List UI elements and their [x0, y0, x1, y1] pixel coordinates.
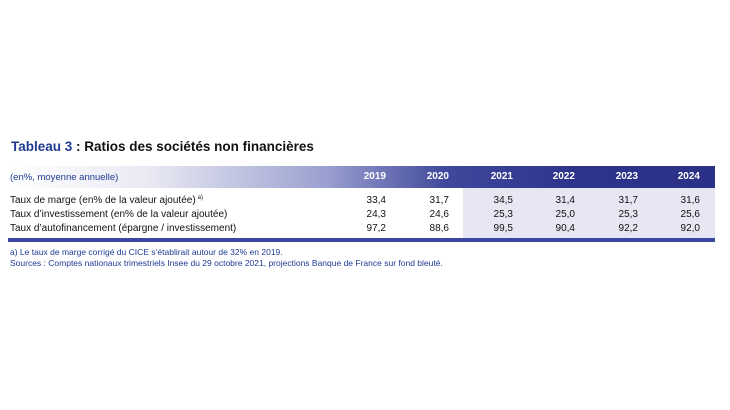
cell-value: 25,3: [493, 209, 513, 220]
cell-value: 24,3: [366, 209, 386, 220]
table-title-text: : Ratios des sociétés non financières: [72, 139, 314, 154]
year-header-2021: 2021: [490, 171, 513, 182]
row-label: Taux d’autofinancement (épargne / investissement): [10, 223, 237, 234]
cell-value: 99,5: [493, 223, 513, 234]
year-header-2023: 2023: [615, 171, 638, 182]
table-bottom-rule: [8, 238, 715, 242]
year-header-2019: 2019: [363, 171, 386, 182]
cell-value: 31,7: [429, 195, 449, 206]
cell-value: 31,7: [618, 195, 638, 206]
cell-value: 34,5: [493, 195, 513, 206]
table-row: [8, 222, 715, 236]
table-row: [8, 194, 715, 208]
table-title-label: Tableau 3: [11, 139, 73, 154]
cell-value: 25,3: [618, 209, 638, 220]
footnote-marker: a): [197, 195, 204, 201]
cell-value: 33,4: [366, 195, 386, 206]
sources-note: Sources : Comptes nationaux trimestriels Insee du 29 octobre 2021, projections Banque de France sur fond bleuté.: [10, 258, 443, 268]
table-title: [11, 139, 314, 154]
cell-value: 92,2: [618, 223, 638, 234]
footnote-a: a) Le taux de marge corrigé du CICE s’établirait autour de 32% en 2019.: [10, 247, 283, 257]
cell-value: 24,6: [429, 209, 449, 220]
cell-value: 25,0: [555, 209, 575, 220]
table-notes: [10, 247, 443, 269]
year-header-2024: 2024: [677, 171, 700, 182]
table-row: [8, 208, 715, 222]
cell-value: 25,6: [680, 209, 700, 220]
cell-value: 88,6: [429, 223, 449, 234]
cell-value: 97,2: [366, 223, 386, 234]
row-label: Taux de marge (en% de la valeur ajoutée) $^{a)}$: [10, 195, 204, 206]
year-header-2022: 2022: [552, 171, 575, 182]
cell-value: 31,4: [555, 195, 575, 206]
year-header-2020: 2020: [426, 171, 449, 182]
cell-value: 31,6: [680, 195, 700, 206]
row-label: Taux d’investissement (en% de la valeur ajoutée): [10, 209, 228, 220]
cell-value: 90,4: [555, 223, 575, 234]
table-body: [8, 188, 715, 238]
cell-value: 92,0: [680, 223, 700, 234]
ratios-table: [8, 166, 715, 242]
table-header-row: [8, 166, 715, 188]
table-caption: (en%, moyenne annuelle): [10, 172, 119, 183]
